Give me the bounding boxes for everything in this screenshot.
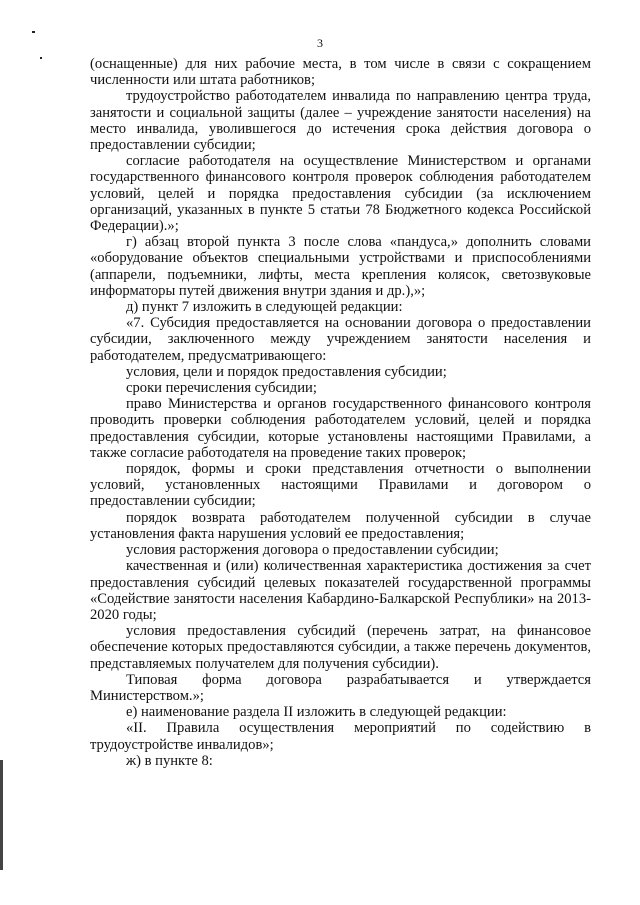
paragraph: ж) в пункте 8:: [126, 752, 213, 769]
paragraph: «7. Субсидия предоставляется на основании договора о предоставлении субсидии, заключенного между учреждением занятости населения и работодателем, предусматривающего:: [90, 315, 591, 364]
document-body: [90, 56, 591, 769]
scan-mark-top-2: [40, 57, 42, 59]
paragraph: порядок возврата работодателем полученной субсидии в случае установления факта нарушения условий ее предоставления;: [90, 509, 591, 542]
scan-mark-top: [32, 31, 35, 33]
paragraph: условия расторжения договора о предоставлении субсидии;: [126, 542, 499, 559]
scan-mark-left-edge: [0, 760, 3, 870]
paragraph: д) пункт 7 изложить в следующей редакции:: [126, 299, 403, 316]
paragraph: порядок, формы и сроки представления отчетности о выполнении условий, установленных настоящими Правилами и договором о предоставлении субсидии;: [90, 461, 591, 510]
paragraph: условия, цели и порядок предоставления субсидии;: [126, 363, 447, 380]
paragraph: г) абзац второй пункта 3 после слова «пандуса,» дополнить словами «оборудование объектов специальными устройствами и приспособлениями (аппарели, подъемники, лифты, места крепления колясок, светозвуковые информаторы путей движения внутри здания и др.),»;: [90, 234, 591, 299]
paragraph: трудоустройство работодателем инвалида по направлению центра труда, занятости и социальной защиты (далее – учреждение занятости населения) на место инвалида, уволившегося до истечения срока действия договора о предоставлении субсидии;: [90, 88, 591, 154]
page-number: 3: [317, 36, 323, 50]
paragraph: право Министерства и органов государственного финансового контроля проводить проверки соблюдения работодателем условий, целей и порядка предоставления субсидии, которые установлены настоящими Правилами, а также согласие работодателя на проведение таких проверок;: [90, 396, 591, 461]
paragraph: согласие работодателя на осуществление Министерством и органами государственного финансового контроля проверок соблюдения работодателем условий, целей и порядка предоставления субсидии (за исключением организаций, указанных в пункте 5 статьи 78 Бюджетного кодекса Российской Федерации).»;: [90, 153, 591, 235]
paragraph: сроки перечисления субсидии;: [126, 380, 317, 397]
paragraph: «II. Правила осуществления мероприятий по содействию в трудоустройстве инвалидов»;: [90, 720, 591, 753]
paragraph: е) наименование раздела II изложить в следующей редакции:: [126, 704, 507, 721]
paragraph: (оснащенные) для них рабочие места, в том числе в связи с сокращением численности или штата работников;: [90, 56, 591, 89]
paragraph: качественная и (или) количественная характеристика достижения за счет предоставления субсидий целевых показателей государственной программы «Содействие занятости населения Кабардино-Балкарской Республики» на 2013-2020 годы;: [90, 558, 591, 623]
paragraph: Типовая форма договора разрабатывается и утверждается Министерством.»;: [90, 671, 591, 704]
paragraph: условия предоставления субсидий (перечень затрат, на финансовое обеспечение которых предоставляются субсидии, а также перечень документов, представляемых получателем для получения субсидии).: [90, 623, 591, 672]
